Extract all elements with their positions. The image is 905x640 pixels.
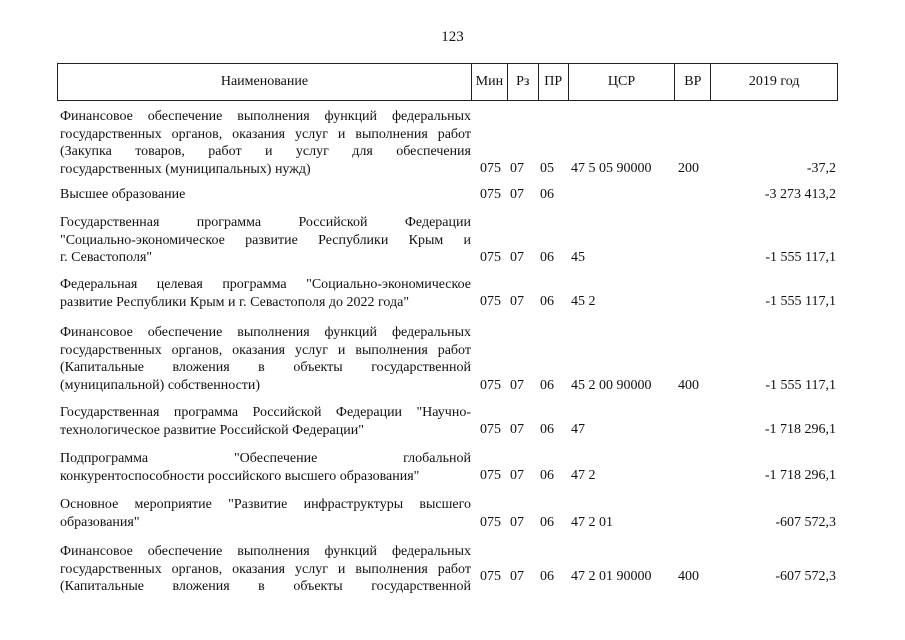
row-rz: 07 (510, 378, 524, 393)
row-name (60, 214, 471, 267)
row-min: 075 (480, 187, 501, 202)
row-name (60, 324, 471, 394)
row-name-line: образования" (60, 514, 140, 530)
row-name-line: Финансовое обеспечение выполнения функций федеральных (60, 544, 471, 559)
row-rz: 07 (510, 515, 524, 530)
row-rz: 07 (510, 422, 524, 437)
row-min: 075 (480, 569, 501, 584)
row-vr: 400 (678, 569, 699, 584)
row-name-line: (Капитальные вложения в объекты государственной (60, 360, 471, 375)
header-name: Наименование (58, 64, 472, 100)
row-name-line: государственных (муниципальных) нужд) (60, 161, 311, 177)
row-name (60, 108, 471, 178)
row-min: 075 (480, 250, 501, 265)
row-csr: 45 (571, 250, 585, 265)
row-name-line: государственных органов, оказания услуг и выполнения работ (60, 126, 471, 142)
row-name (60, 404, 471, 439)
row-name (60, 186, 471, 204)
row-name-line: Высшее образование (60, 187, 186, 202)
page-number: 123 (441, 29, 464, 45)
header-vr: ВР (675, 64, 711, 100)
row-name-line: Государственная программа Российской Федерации "Научно- (60, 405, 471, 420)
row-vr: 200 (678, 161, 699, 176)
table-row (0, 108, 905, 184)
row-value: -1 555 117,1 (765, 378, 836, 393)
table-row (0, 543, 905, 603)
row-csr: 45 2 (571, 294, 596, 309)
row-name-line: (Закупка товаров, работ и услуг для обеспечения (60, 144, 471, 159)
row-pr: 06 (540, 294, 554, 309)
row-pr: 06 (540, 468, 554, 483)
header-year: 2019 год (748, 74, 800, 89)
row-min: 075 (480, 422, 501, 437)
row-min: 075 (480, 294, 501, 309)
row-csr: 47 5 05 90000 (571, 161, 652, 176)
row-pr: 06 (540, 515, 554, 530)
row-value: -1 555 117,1 (765, 294, 836, 309)
row-value: -1 718 296,1 (764, 422, 836, 437)
row-csr: 47 2 01 (571, 515, 613, 530)
row-value: -607 572,3 (775, 515, 836, 530)
row-name-line: Финансовое обеспечение выполнения функций федеральных (60, 109, 471, 124)
row-min: 075 (480, 378, 501, 393)
row-csr: 47 (571, 422, 585, 437)
header-csr: ЦСР (569, 64, 676, 100)
table-header (57, 63, 838, 101)
table-row (0, 276, 905, 324)
row-min: 075 (480, 161, 501, 176)
header-pr: ПР (539, 64, 569, 100)
header-rz: Рз (508, 64, 539, 100)
row-name-line: (Капитальные вложения в объекты государственной (60, 579, 471, 594)
row-min: 075 (480, 515, 501, 530)
row-name-line: государственных органов, оказания услуг и выполнения работ (60, 342, 471, 358)
table-row (0, 214, 905, 276)
row-name-line: "Социально-экономическое развитие Республики Крым и (60, 232, 471, 248)
table-row (0, 184, 905, 214)
table-row (0, 496, 905, 543)
row-name-line: г. Севастополя" (60, 250, 153, 265)
row-csr: 47 2 (571, 468, 596, 483)
table-row (0, 404, 905, 450)
row-rz: 07 (510, 161, 524, 176)
table-row (0, 324, 905, 404)
row-name (60, 543, 471, 596)
header-min: Мин (472, 64, 508, 100)
row-pr: 06 (540, 187, 554, 202)
row-name-line: развитие Республики Крым и г. Севастополя до 2022 года" (60, 294, 410, 310)
row-name-line: Федеральная целевая программа "Социально-экономическое (60, 277, 471, 292)
row-value: -37,2 (806, 161, 836, 176)
row-value: -3 273 413,2 (764, 187, 836, 202)
row-name-line: Финансовое обеспечение выполнения функций федеральных (60, 325, 471, 340)
row-pr: 06 (540, 569, 554, 584)
table-body (0, 108, 905, 603)
row-rz: 07 (510, 187, 524, 202)
row-rz: 07 (510, 294, 524, 309)
row-name (60, 276, 471, 311)
row-name-line: (муниципальной) собственности) (60, 377, 261, 393)
row-pr: 06 (540, 250, 554, 265)
row-pr: 06 (540, 422, 554, 437)
row-name-line: Государственная программа Российской Федерации (60, 215, 471, 230)
row-csr: 47 2 01 90000 (571, 569, 652, 584)
row-rz: 07 (510, 569, 524, 584)
row-vr: 400 (678, 378, 699, 393)
row-rz: 07 (510, 250, 524, 265)
row-pr: 06 (540, 378, 554, 393)
row-name-line: Подпрограмма "Обеспечение глобальной (60, 451, 471, 466)
row-rz: 07 (510, 468, 524, 483)
row-name-line: Основное мероприятие "Развитие инфраструктуры высшего (60, 497, 471, 512)
row-name (60, 496, 471, 531)
row-name (60, 450, 471, 485)
row-value: -1 555 117,1 (765, 250, 836, 265)
row-name-line: технологическое развитие Российской Федерации" (60, 422, 364, 438)
row-min: 075 (480, 468, 501, 483)
table-row (0, 450, 905, 496)
row-pr: 05 (540, 161, 554, 176)
row-value: -607 572,3 (775, 569, 836, 584)
row-csr: 45 2 00 90000 (571, 378, 652, 393)
row-name-line: конкурентоспособности российского высшего образования" (60, 468, 420, 484)
row-name-line: государственных органов, оказания услуг и выполнения работ (60, 561, 471, 577)
row-value: -1 718 296,1 (764, 468, 836, 483)
